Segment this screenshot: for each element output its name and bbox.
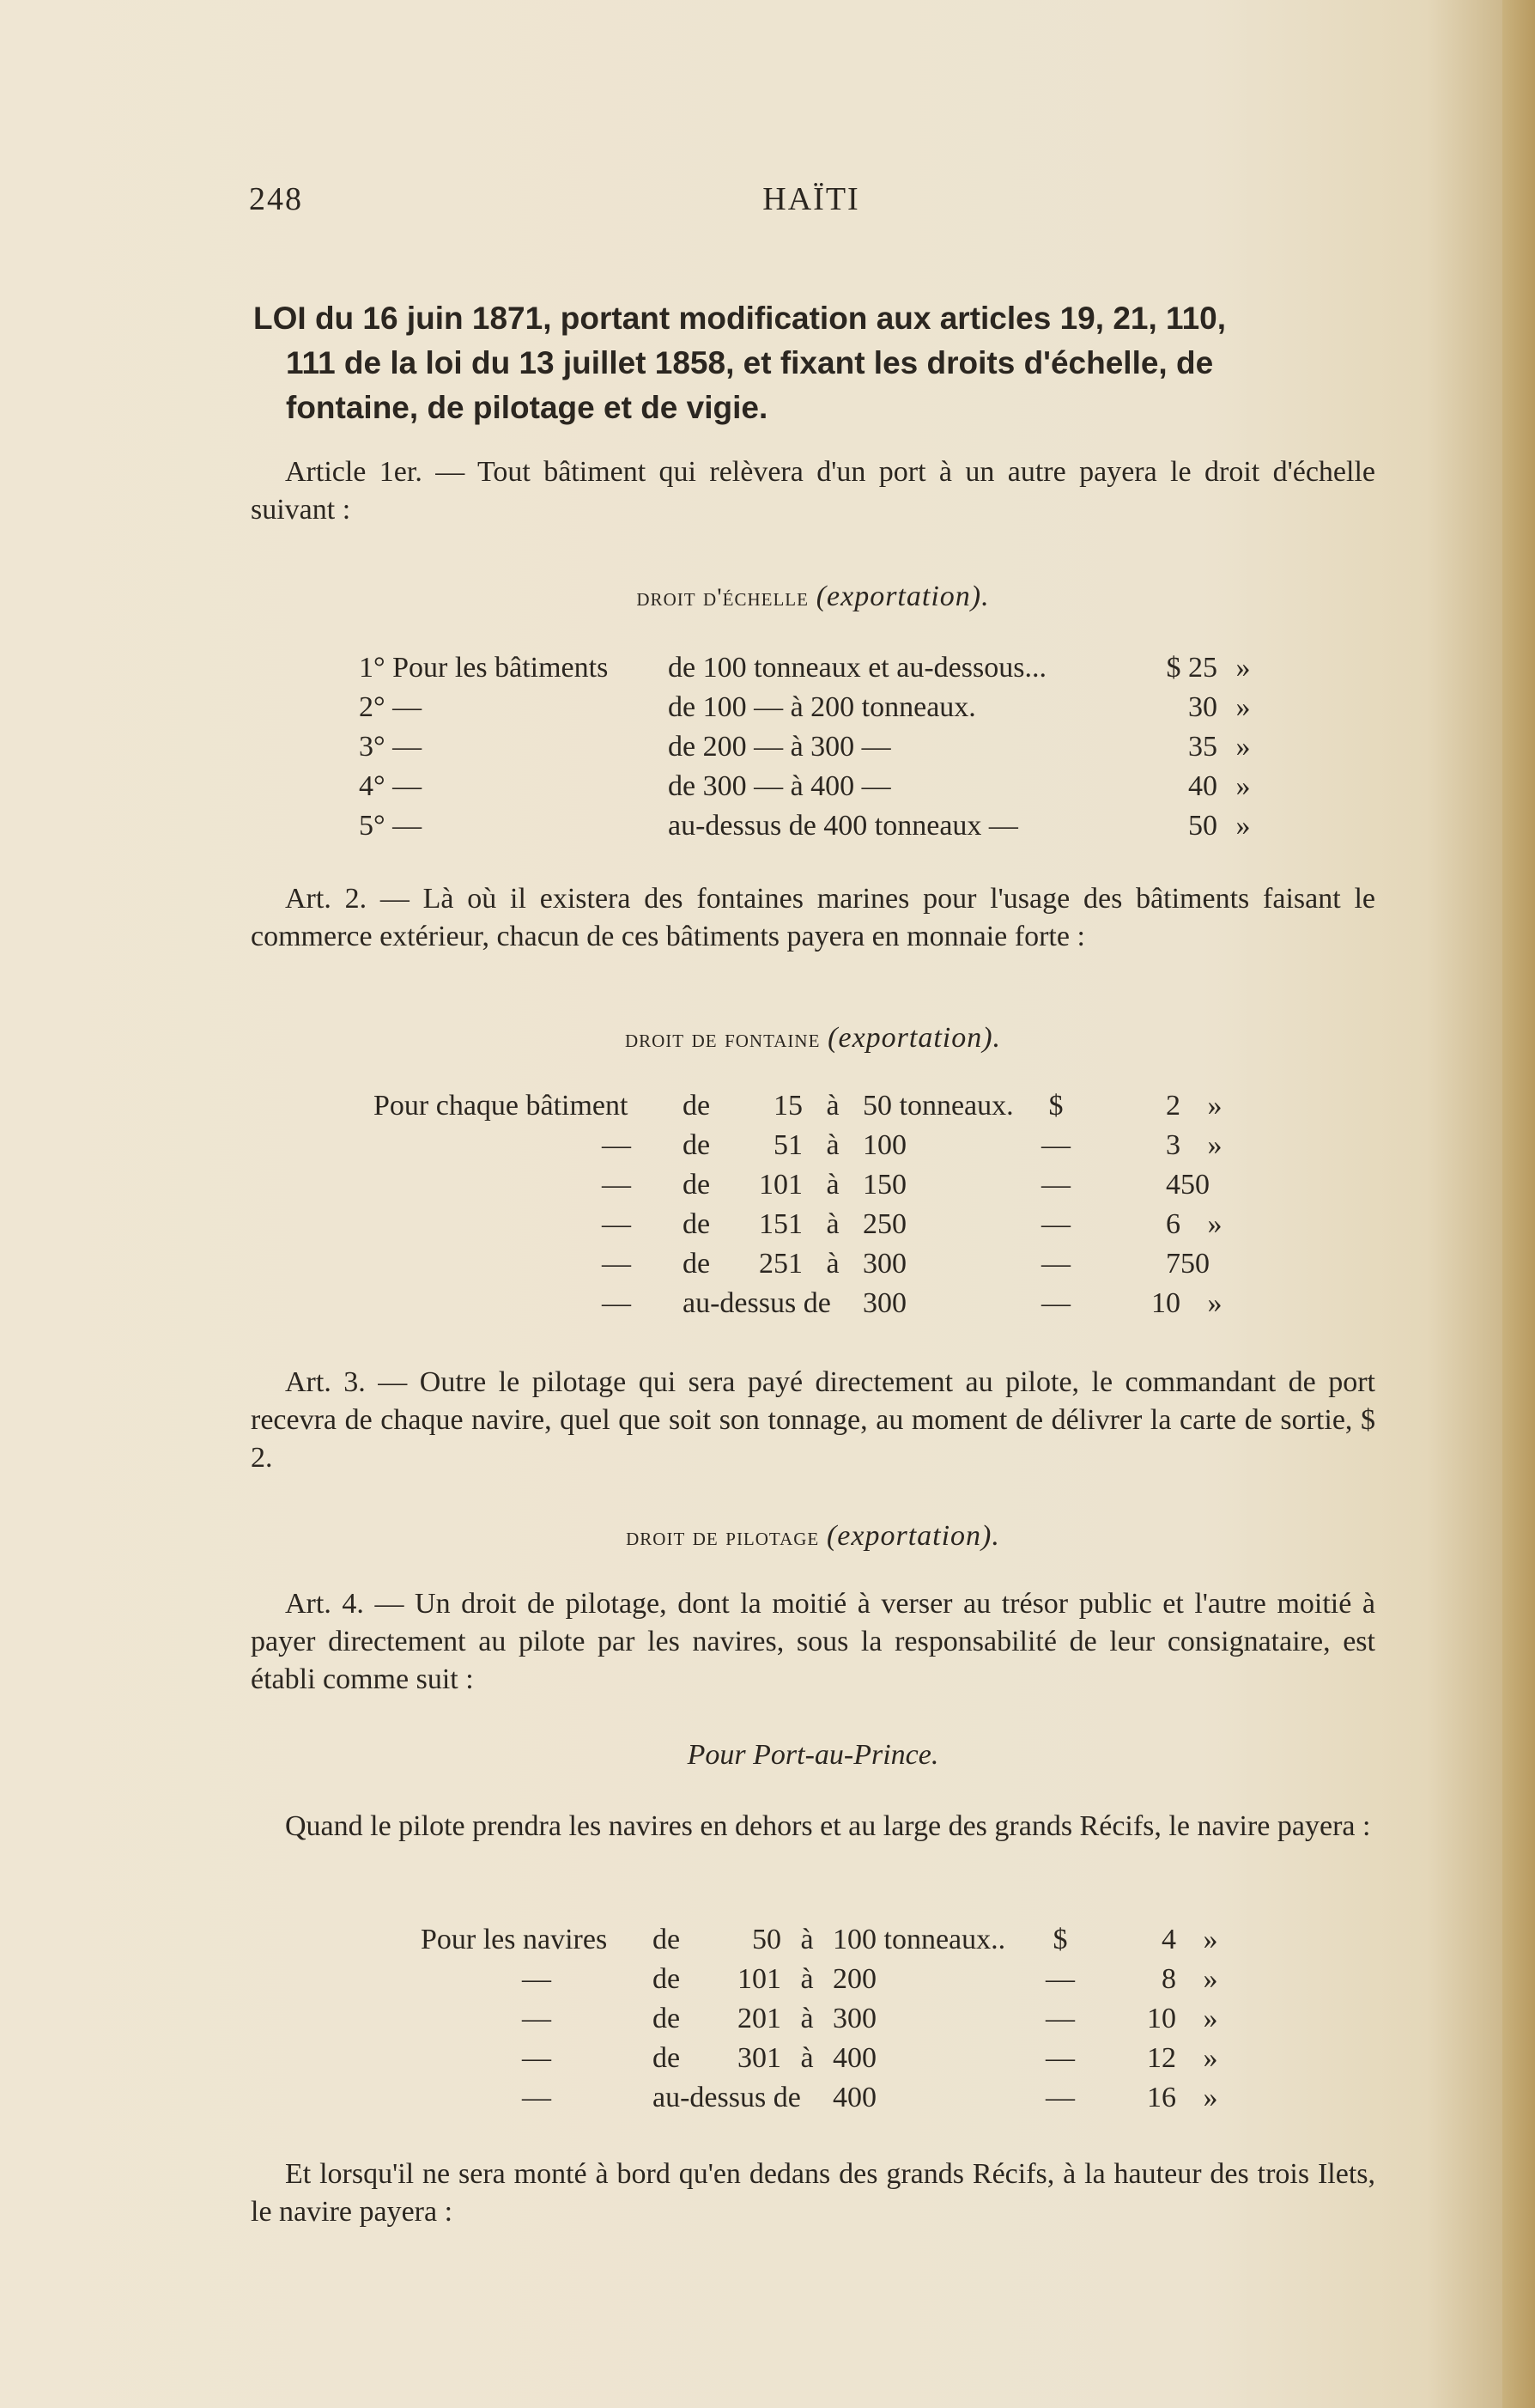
table-row: — de 301 à 400 — 12 »: [522, 2042, 1218, 2074]
table-row: 2° — de 100 — à 200 tonneaux. 30 »: [359, 691, 1251, 723]
article-4: Art. 4. — Un droit de pilotage, dont la moitié à verser au trésor public et l'autre moitié à payer directement au pilote par les navires, sous la responsabilité de leur consignataire, est établi comme suit :: [251, 1588, 1375, 1695]
table-row: — de 101 à 200 — 8 »: [522, 1963, 1218, 1995]
recifs-intro: Quand le pilote prendra les navires en dehors et au large des grands Récifs, le navire payera :: [285, 1810, 1371, 1842]
echelle-table: [359, 648, 1269, 846]
section-head-echelle: droit d'échelle (exportation).: [636, 581, 990, 612]
page-edge: [1502, 0, 1535, 2408]
table-row: — au-dessus de 400 — 16 »: [522, 2082, 1218, 2113]
section-head-pilotage: droit de pilotage (exportation).: [626, 1520, 1000, 1552]
article-2: Art. 2. — Là où il existera des fontaines marines pour l'usage des bâtiments faisant le commerce extérieur, chacun de ces bâtiments payera en monnaie forte :: [251, 883, 1375, 952]
running-head: [249, 180, 1374, 232]
table-row: — de 151 à 250 — 6 »: [602, 1208, 1223, 1240]
table-row: — de 101 à 150 — 4 50: [602, 1169, 1210, 1201]
table-row: — de 201 à 300 — 10 »: [522, 2003, 1218, 2034]
law-title-line: fontaine, de pilotage et de vigie.: [286, 390, 768, 425]
table-row: — de 251 à 300 — 7 50: [602, 1248, 1210, 1280]
table-row: — de 51 à 100 — 3 »: [602, 1129, 1223, 1161]
subhead-port-au-prince: Pour Port-au-Prince.: [687, 1739, 939, 1771]
table-row: 3° — de 200 — à 300 — 35 »: [359, 731, 1251, 763]
law-title-line: LOI du 16 juin 1871, portant modification aux articles 19, 21, 110,: [253, 301, 1226, 336]
article-1: Article 1er. — Tout bâtiment qui relèvera d'un port à un autre payera le droit d'échelle suivant :: [251, 456, 1375, 526]
final-paragraph: Et lorsqu'il ne sera monté à bord qu'en dedans des grands Récifs, à la hauteur des trois Ilets, le navire payera :: [251, 2158, 1375, 2228]
table-row: 1° Pour les bâtiments de 100 tonneaux et au-dessous... $ 25 »: [359, 652, 1251, 684]
table-row: 5° — au-dessus de 400 tonneaux — 50 »: [359, 810, 1251, 842]
page-number: 248: [249, 181, 303, 217]
running-title: HAÏTI: [762, 181, 860, 217]
article-3: Art. 3. — Outre le pilotage qui sera payé directement au pilote, le commandant de port recevra de chaque navire, quel que soit son tonnage, au moment de délivrer la carte de sortie, $ 2.: [251, 1366, 1375, 1474]
fontaine-table: [373, 1086, 1249, 1323]
law-title: [253, 296, 1369, 430]
table-row: Pour chaque bâtiment de 15 à 50 tonneaux. $ 2 »: [373, 1090, 1223, 1122]
section-head-fontaine: droit de fontaine (exportation).: [624, 1022, 1002, 1054]
table-row: — au-dessus de 300 — 10 »: [602, 1287, 1223, 1319]
navires-table: [421, 1920, 1245, 2118]
table-row: Pour les navires de 50 à 100 tonneaux.. $ 4 »: [421, 1924, 1218, 1955]
table-row: 4° — de 300 — à 400 — 40 »: [359, 770, 1251, 802]
law-title-line: 111 de la loi du 13 juillet 1858, et fixant les droits d'échelle, de: [286, 345, 1214, 380]
